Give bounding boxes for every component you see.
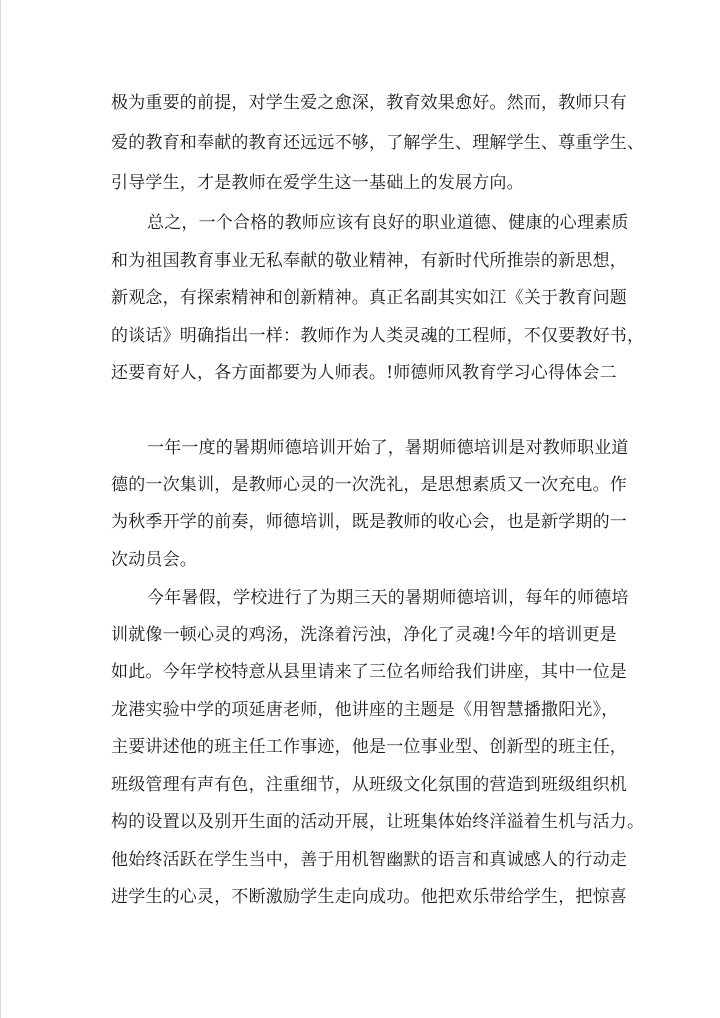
text-line: 为秋季开学的前奏，师德培训，既是教师的收心会，也是新学期的一 xyxy=(111,512,627,532)
text-line: 主要讲述他的班主任工作事迹，他是一位事业型、创新型的班主任， xyxy=(111,737,627,757)
text-line: 训就像一顿心灵的鸡汤，洗涤着污浊，净化了灵魂!今年的培训更是 xyxy=(111,625,617,645)
text-line: 他始终活跃在学生当中，善于用机智幽默的语言和真诚感人的行动走 xyxy=(111,850,627,870)
text-line: 如此。今年学校特意从县里请来了三位名师给我们讲座，其中一位是 xyxy=(111,662,627,682)
text-line: 龙港实验中学的项延唐老师，他讲座的主题是《用智慧播撒阳光》， xyxy=(111,700,619,720)
text-line: 次动员会。 xyxy=(111,550,197,570)
text-line: 今年暑假，学校进行了为期三天的暑期师德培训，每年的师德培 xyxy=(147,588,629,608)
text-line: 总之，一个合格的教师应该有良好的职业道德、健康的心理素质 xyxy=(147,213,629,233)
text-line: 新观念，有探索精神和创新精神。真正名副其实如江《关于教育问题 xyxy=(111,288,627,308)
text-line: 爱的教育和奉献的教育还远远不够，了解学生、理解学生、尊重学生、 xyxy=(111,133,645,153)
text-line: 一年一度的暑期师德培训开始了，暑期师德培训是对教师职业道 xyxy=(147,438,629,458)
text-line: 的谈话》明确指出一样：教师作为人类灵魂的工程师，不仅要教好书， xyxy=(111,326,645,346)
text-line: 德的一次集训，是教师心灵的一次洗礼，是思想素质又一次充电。作 xyxy=(111,475,627,495)
text-line: 还要育好人，各方面都要为人师表。!师德师风教育学习心得体会二 xyxy=(111,363,617,383)
text-line: 进学生的心灵，不断激励学生走向成功。他把欢乐带给学生，把惊喜 xyxy=(111,887,627,907)
text-line: 和为祖国教育事业无私奉献的敬业精神，有新时代所推崇的新思想， xyxy=(111,251,627,271)
text-line: 极为重要的前提，对学生爱之愈深，教育效果愈好。然而，教师只有 xyxy=(111,93,627,113)
text-line: 引导学生，才是教师在爱学生这一基础上的发展方向。 xyxy=(111,173,524,193)
text-line: 构的设置以及别开生面的活动开展，让班集体始终洋溢着生机与活力。 xyxy=(111,812,645,832)
text-line: 班级管理有声有色，注重细节，从班级文化氛围的营造到班级组织机 xyxy=(111,775,627,795)
